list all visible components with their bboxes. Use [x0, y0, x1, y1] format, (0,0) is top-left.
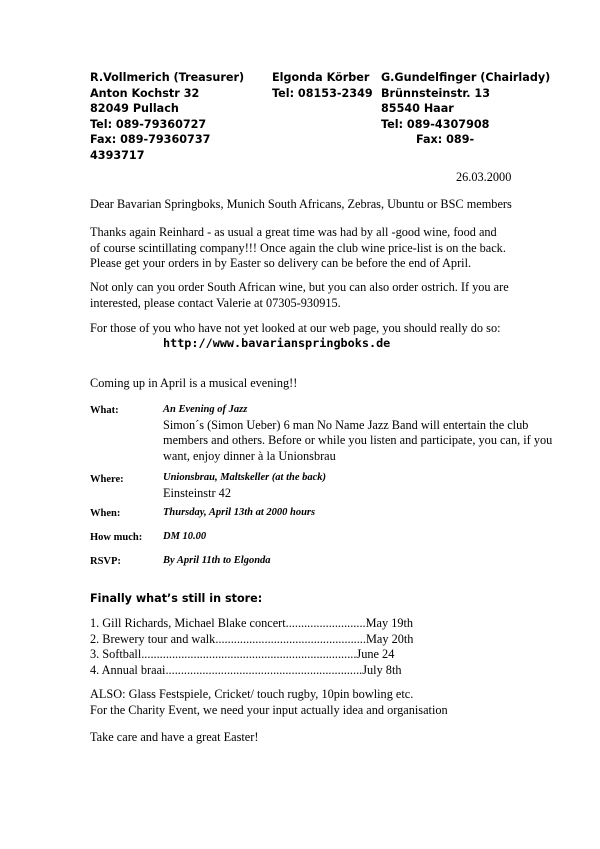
event-description-line: members and others. Before or while you listen and participate, you can, if you [163, 433, 553, 447]
treasurer-name: R.Vollmerich (Treasurer) [90, 71, 245, 84]
paragraph-line: Not only can you order South African wine, but you can also order ostrich. If you are [90, 280, 509, 294]
paragraph-thanks [90, 225, 530, 272]
venue-address: Einsteinstr 42 [163, 485, 231, 500]
website-link[interactable]: http://www.bavarianspringboks.de [163, 336, 391, 350]
coming-up-text: Coming up in April is a musical evening!! [90, 376, 298, 390]
paragraph-line: ALSO: Glass Festspiele, Cricket/ touch rugby, 10pin bowling etc. [90, 687, 414, 701]
when-label: When: [90, 508, 121, 519]
paragraph-ostrich [90, 280, 530, 311]
chairlady-name: G.Gundelfinger (Chairlady) [381, 71, 551, 84]
paragraph-line: Thanks again Reinhard - as usual a great time was had by all -good wine, food and [90, 225, 497, 239]
where-label: Where: [90, 474, 124, 485]
venue-name: Unionsbrau, Maltskeller (at the back) [163, 472, 327, 483]
chairlady-street: Brünnsteinstr. 13 [381, 86, 490, 100]
event-title: An Evening of Jazz [163, 404, 248, 415]
closing-text: Take care and have a great Easter! [90, 730, 259, 744]
treasurer-fax: Fax: 089-79360737 [90, 133, 211, 146]
list-item: 3. Softball......................................................................June 24 [90, 647, 395, 661]
when-value: Thursday, April 13th at 2000 hours [163, 507, 316, 518]
paragraph-webpage [90, 321, 530, 337]
letterhead-chairlady [381, 70, 550, 148]
list-item: 2. Brewery tour and walk.................................................May 20th [90, 631, 414, 646]
secretary-tel: Tel: 08153-2349 [272, 86, 373, 100]
treasurer-tel: Tel: 089-79360727 [90, 117, 207, 131]
what-value [163, 402, 552, 464]
fax-continuation: 4393717 [90, 148, 145, 162]
paragraph-line: of course scintillating company!!! Once again the club wine price-list is on the back. [90, 240, 506, 255]
letter-date: 26.03.2000 [456, 170, 512, 184]
chairlady-fax: Fax: 089- [416, 133, 475, 146]
also-paragraph [90, 687, 448, 718]
paragraph-line: For the Charity Event, we need your input actually idea and organisation [90, 702, 448, 717]
event-description-line: want, enjoy dinner à la Unionsbrau [163, 448, 336, 463]
what-label: What: [90, 405, 119, 416]
paragraph-line: Please get your orders in by Easter so delivery can be before the end of April. [90, 256, 472, 270]
letterhead-treasurer [90, 70, 244, 163]
rsvp-value: By April 11th to Elgonda [163, 555, 271, 566]
rsvp-label: RSVP: [90, 556, 121, 567]
where-value [163, 470, 326, 501]
how-much-label: How much: [90, 532, 143, 543]
finally-heading: Finally what’s still in store: [90, 592, 263, 605]
paragraph-line: For those of you who have not yet looked at our web page, you should really do so: [90, 321, 501, 335]
list-item: 4. Annual braai................................................................July 8th [90, 662, 402, 677]
upcoming-events-list [90, 616, 413, 678]
treasurer-street: Anton Kochstr 32 [90, 86, 200, 100]
chairlady-tel: Tel: 089-4307908 [381, 117, 490, 131]
secretary-name: Elgonda Körber [272, 71, 370, 84]
letterhead-secretary [272, 70, 373, 101]
greeting: Dear Bavarian Springboks, Munich South Africans, Zebras, Ubuntu or BSC members [90, 197, 512, 211]
treasurer-city: 82049 Pullach [90, 102, 179, 115]
event-description-line: Simon´s (Simon Ueber) 6 man No Name Jazz Band will entertain the club [163, 417, 529, 432]
list-item: 1. Gill Richards, Michael Blake concert..........................May 19th [90, 616, 414, 630]
paragraph-line: interested, please contact Valerie at 07305-930915. [90, 295, 341, 310]
chairlady-city: 85540 Haar [381, 102, 454, 115]
price-value: DM 10.00 [163, 531, 207, 542]
